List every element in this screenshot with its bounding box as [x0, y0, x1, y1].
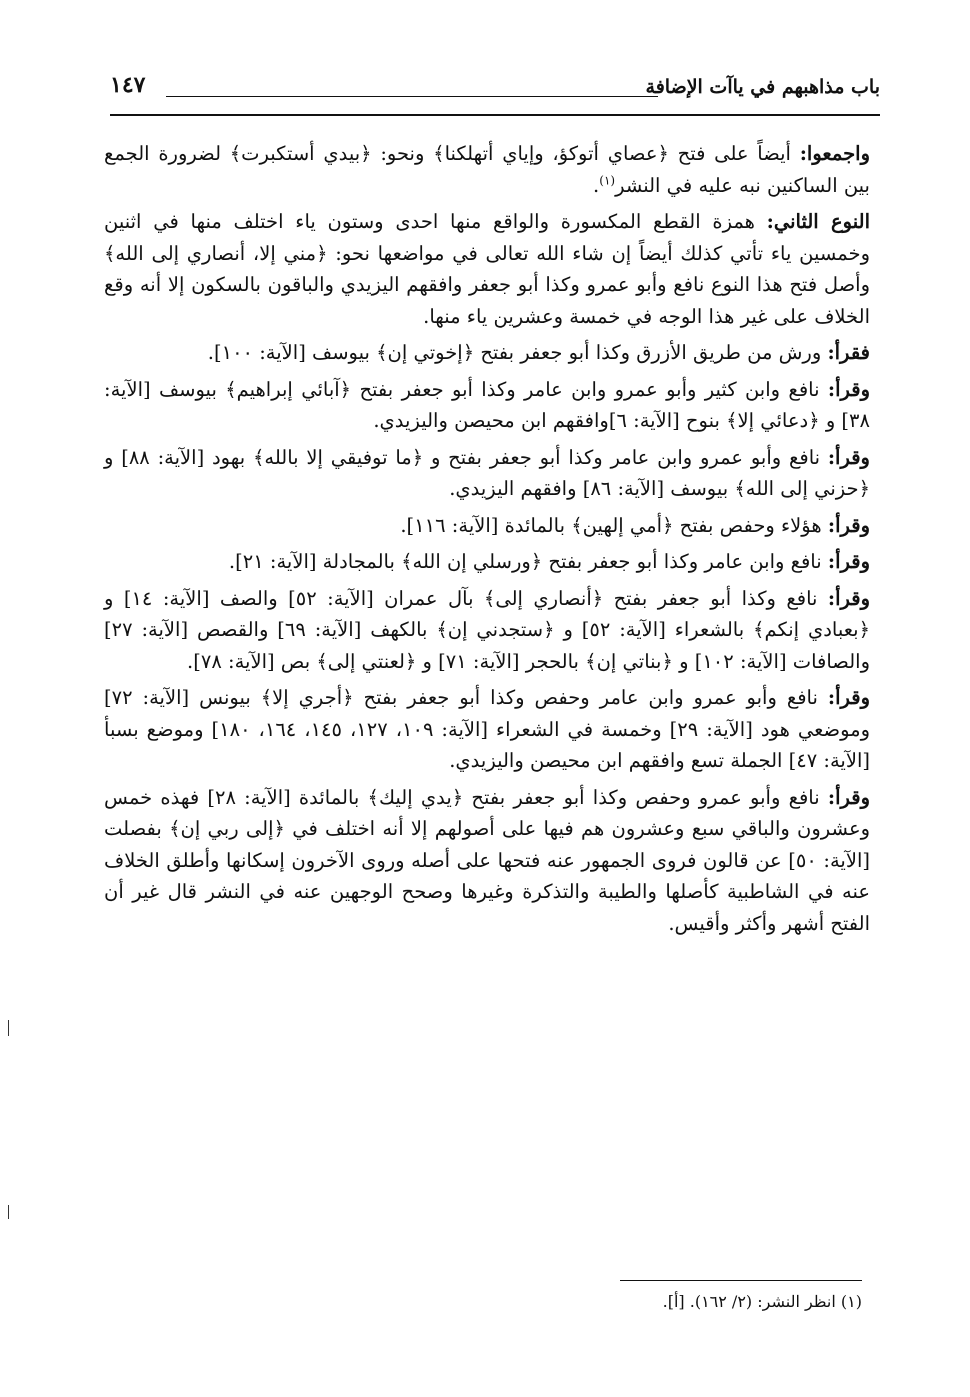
- footnote: (١) انظر النشر: (٢/ ١٦٢). [أ].: [662, 1292, 862, 1311]
- page-number: ١٤٧: [110, 72, 146, 98]
- paragraph: [104, 138, 870, 201]
- paragraph-text: نافع وابن عامر وكذا أبو جعفر بفتح ﴿ورسلي إن الله﴾ بالمجادلة [الآية: ٢١].: [228, 550, 828, 573]
- paragraph-lead: النوع الثاني:: [766, 210, 870, 233]
- paragraph: [104, 782, 870, 940]
- paragraph-text: ورش من طريق الأزرق وكذا أبو جعفر بفتح ﴿إخوتي إن﴾ بيوسف [الآية: ١٠٠].: [207, 341, 828, 364]
- paragraph-lead: وقرأ:: [827, 785, 870, 809]
- paragraph-text: نافع وابن كثير وأبو عمرو وابن عامر وكذا أبو جعفر بفتح ﴿آبائي إبراهيم﴾ بيوسف [الآية: ٣٨] و ﴿دعائي إلا﴾ بنوح [الآية: ٦]وافقهم ابن محيصن واليزيدي.: [104, 377, 870, 432]
- paragraph-text: أيضاً على فتح ﴿عصاي أتوكؤ، وإياي أتهلكنا﴾ ونحو: ﴿بيدي أستكبرت﴾ لضرورة الجمع بين الساكنين نبه عليه في النشر: [104, 142, 870, 197]
- chapter-title: باب مذاهبهم في ياآت الإضافة: [645, 76, 880, 98]
- paragraph-lead: واجمعوا:: [799, 142, 870, 165]
- running-header: [110, 66, 880, 110]
- paragraph: [104, 510, 870, 542]
- paragraph-lead: وقرأ:: [827, 445, 870, 469]
- paragraph-lead: وقرأ:: [827, 377, 870, 401]
- paragraph-text: هؤلاء وحفص بفتح ﴿أمي إلهين﴾ بالمائدة [الآية: ١١٦].: [400, 513, 828, 537]
- paragraph-text: نافع وأبو عمرو وابن عامر وكذا أبو جعفر بفتح و ﴿ما توفيقي إلا بالله﴾ بهود [الآية: ٨٨] و ﴿حزني إلى الله﴾ بيوسف [الآية: ٨٦] وافقهم اليزيدي.: [104, 445, 870, 500]
- paragraph: [104, 206, 870, 332]
- main-text: [104, 138, 870, 944]
- paragraph-text: نافع وكذا أبو جعفر بفتح ﴿أنصاري إلى﴾ بآل عمران [الآية: ٥٢] والصف [الآية: ١٤] و ﴿بعبادي إنكم﴾ بالشعراء [الآية: ٥٢] و ﴿ستجدني إن﴾ بالكهف [الآية: ٦٩] والقصص [الآية: ٢٧] والصافات [الآية: ١٠٢] و ﴿بناتي إن﴾ بالحجر [الآية: ٧١] و ﴿لعنتي إلى﴾ بص [الآية: ٧٨].: [104, 586, 870, 673]
- header-rule: [110, 114, 880, 116]
- paragraph-text: همزة القطع المكسورة والواقع منها احدى وستون ياء اختلف منها في اثنين وخمسين ياء تأتي كذلك أيضاً إن شاء الله تعالى في مواضعها نحو: ﴿مني إلا، أنصاري إلى الله﴾ وأصل فتح هذا النوع نافع وأبو عمرو وكذا أبو جعفر وافقهم اليزيدي والباقون بالسكون إلا أنه وقع الخلاف على غير هذا الوجه في خمسة وعشرين ياء منها.: [104, 210, 870, 328]
- paragraph-lead: وقرأ:: [827, 513, 870, 537]
- paragraph-tail: .: [593, 173, 600, 197]
- paragraph-lead: وقرأ:: [827, 686, 870, 709]
- paragraph-lead: فقرأ:: [827, 341, 870, 364]
- scan-margin-mark: [8, 1020, 9, 1036]
- footnote-ref: (١): [599, 173, 616, 187]
- paragraph: [104, 374, 870, 437]
- paragraph-text: نافع وأبو عمرو وحفص وكذا أبو جعفر بفتح ﴿يدي إليك﴾ بالمائدة [الآية: ٢٨] فهذه خمس وعشرون والباقي سبع وعشرون هم فيها على أصولهم إلا أنه اختلف في ﴿إلى ربي إن﴾ بفصلت [الآية: ٥٠] عن قالون فروى الجمهور عنه فتحها على أصله وروى الآخرون إسكانها وأطلق الخلاف عنه في الشاطبية كأصلها والطيبة والتذكرة وغيرها وصحح الوجهين عنه في النشر قال غير أن الفتح أشهر وأكثر وأقيس.: [104, 785, 871, 935]
- footnote-rule: [620, 1280, 862, 1281]
- paragraph: [104, 442, 870, 505]
- header-divider: [166, 96, 658, 97]
- paragraph: [104, 337, 870, 369]
- paragraph: [104, 583, 870, 678]
- scan-margin-mark: [8, 1205, 9, 1219]
- paragraph-lead: وقرأ:: [827, 586, 870, 610]
- paragraph: [104, 682, 870, 777]
- paragraph-lead: وقرأ:: [827, 550, 870, 573]
- paragraph: [104, 546, 870, 578]
- paragraph-text: نافع وأبو عمرو وابن عامر وحفص وكذا أبو جعفر بفتح ﴿أجري إلا﴾ بيونس [الآية: ٧٢] وموضعي هود [الآية: ٢٩] وخمسة في الشعراء [الآية: ١٠٩، ١٢٧، ١٤٥، ١٦٤، ١٨٠] وموضع بسبأ [الآية: ٤٧] الجملة تسع وافقهم ابن محيصن واليزيدي.: [104, 686, 871, 772]
